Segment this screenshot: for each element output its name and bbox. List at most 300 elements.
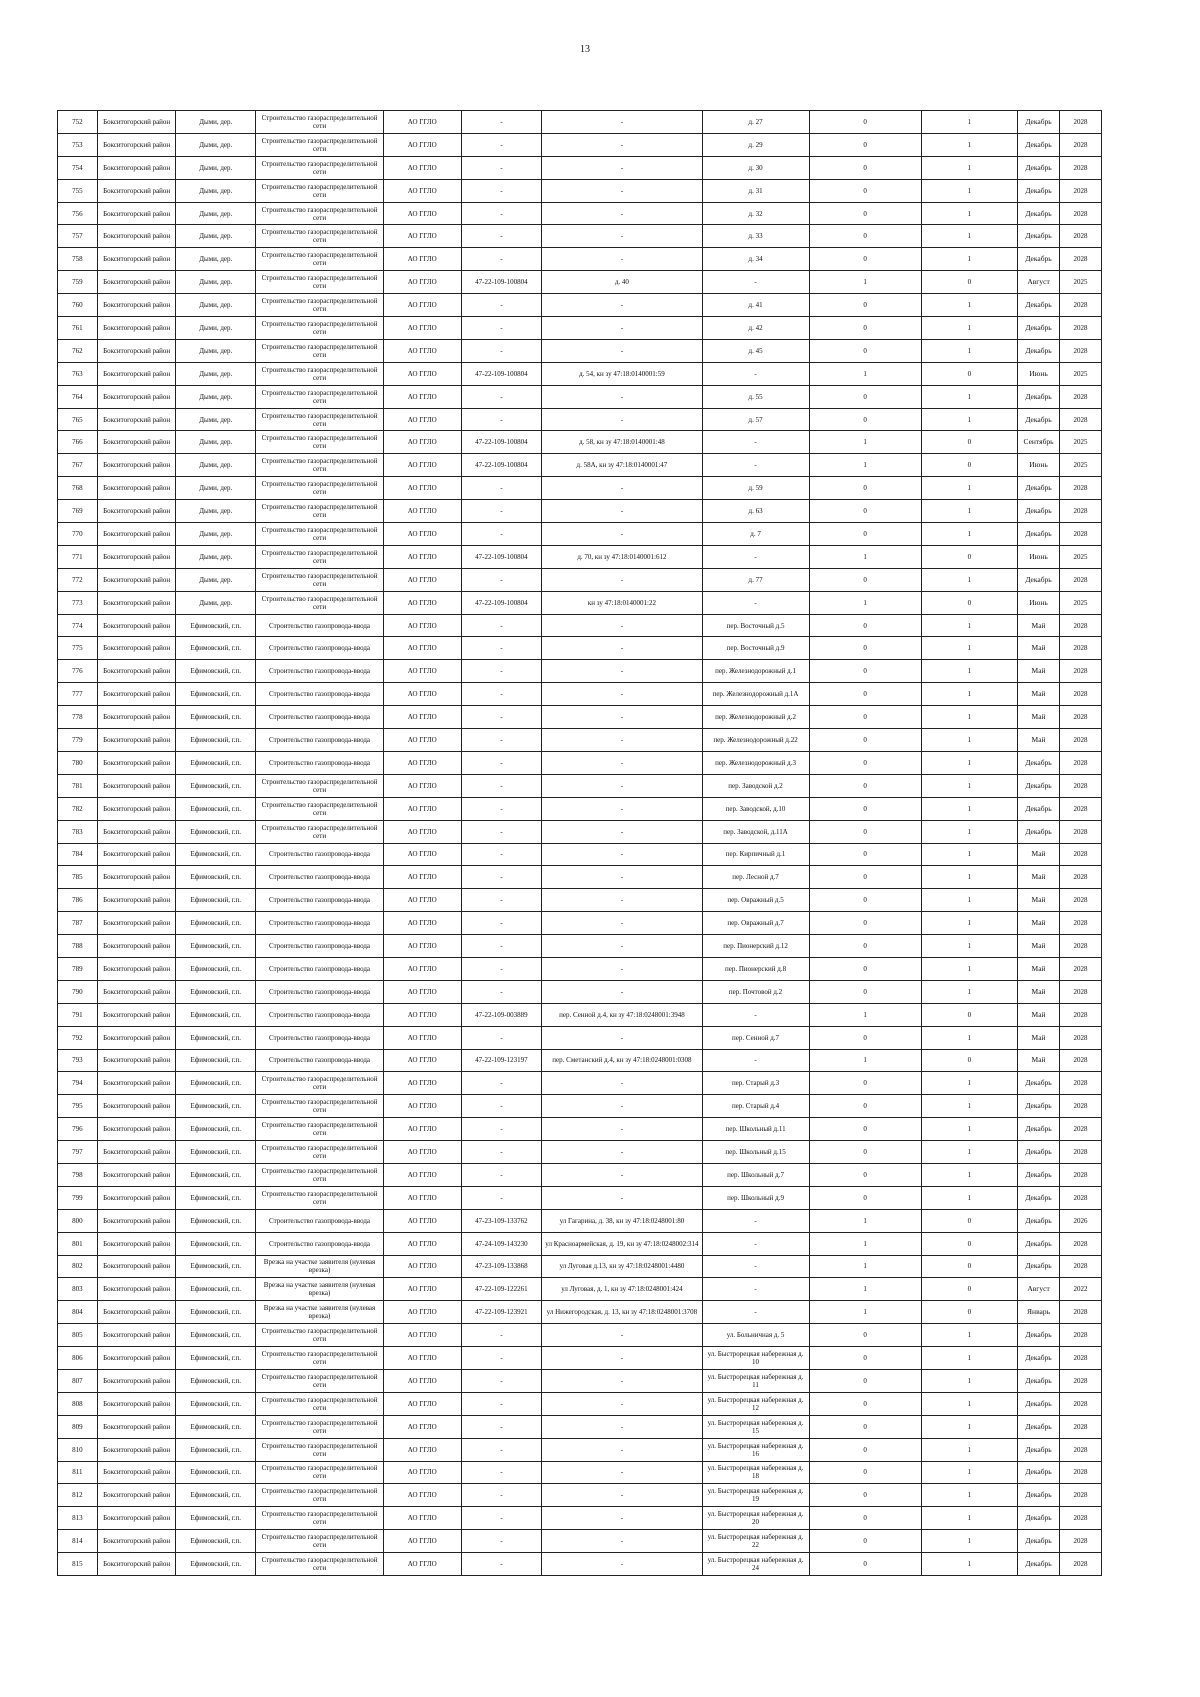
cell-year: 2028 [1060, 248, 1102, 271]
cell-year: 2026 [1060, 1209, 1102, 1232]
cell-month: Декабрь [1018, 523, 1060, 546]
cell-address: пер. Овражный д.5 [702, 889, 809, 912]
cell-row-number: 814 [58, 1530, 98, 1553]
cell-value-b: 0 [921, 431, 1017, 454]
cell-organization: АО ГГЛО [383, 179, 461, 202]
cell-year: 2025 [1060, 431, 1102, 454]
cell-month: Май [1018, 614, 1060, 637]
cell-plot-address: - [542, 660, 702, 683]
cell-district: Бокситогорский район [97, 774, 176, 797]
cell-application-number: - [461, 133, 542, 156]
cell-district: Бокситогорский район [97, 133, 176, 156]
cell-address: - [702, 1301, 809, 1324]
cell-district: Бокситогорский район [97, 1118, 176, 1141]
cell-month: Декабрь [1018, 317, 1060, 340]
cell-work-type: Строительство газораспределительной сети [256, 339, 384, 362]
cell-value-b: 1 [921, 477, 1017, 500]
cell-row-number: 815 [58, 1553, 98, 1576]
cell-value-a: 0 [809, 1347, 921, 1370]
cell-address: д. 63 [702, 500, 809, 523]
cell-organization: АО ГГЛО [383, 1415, 461, 1438]
cell-district: Бокситогорский район [97, 156, 176, 179]
cell-year: 2028 [1060, 980, 1102, 1003]
cell-value-a: 0 [809, 935, 921, 958]
cell-settlement: Ефимовский, г.п. [176, 774, 256, 797]
cell-address: пер. Заводской, д.11А [702, 820, 809, 843]
table-body [58, 111, 1102, 1576]
cell-month: Май [1018, 957, 1060, 980]
cell-address: д. 55 [702, 385, 809, 408]
cell-organization: АО ГГЛО [383, 523, 461, 546]
cell-organization: АО ГГЛО [383, 317, 461, 340]
cell-settlement: Ефимовский, г.п. [176, 1278, 256, 1301]
cell-address: пер. Железнодорожный д.3 [702, 751, 809, 774]
cell-address: пер. Пионерский д.8 [702, 957, 809, 980]
cell-value-b: 1 [921, 317, 1017, 340]
cell-value-a: 0 [809, 1186, 921, 1209]
table-row [58, 1507, 1102, 1530]
cell-district: Бокситогорский район [97, 1163, 176, 1186]
cell-month: Декабрь [1018, 751, 1060, 774]
cell-application-number: - [461, 1347, 542, 1370]
cell-application-number: - [461, 1369, 542, 1392]
cell-month: Январь [1018, 1301, 1060, 1324]
cell-settlement: Ефимовский, г.п. [176, 614, 256, 637]
cell-value-a: 0 [809, 1415, 921, 1438]
cell-organization: АО ГГЛО [383, 408, 461, 431]
cell-district: Бокситогорский район [97, 408, 176, 431]
cell-year: 2028 [1060, 1095, 1102, 1118]
cell-value-a: 0 [809, 729, 921, 752]
cell-value-a: 0 [809, 1484, 921, 1507]
cell-application-number: 47-22-109-122261 [461, 1278, 542, 1301]
cell-year: 2028 [1060, 225, 1102, 248]
cell-year: 2028 [1060, 957, 1102, 980]
cell-work-type: Строительство газораспределительной сети [256, 317, 384, 340]
cell-work-type: Строительство газопровода-ввода [256, 706, 384, 729]
table-row [58, 294, 1102, 317]
cell-month: Декабрь [1018, 1072, 1060, 1095]
cell-work-type: Строительство газораспределительной сети [256, 500, 384, 523]
cell-row-number: 777 [58, 683, 98, 706]
cell-application-number: - [461, 751, 542, 774]
cell-organization: АО ГГЛО [383, 500, 461, 523]
cell-district: Бокситогорский район [97, 1553, 176, 1576]
cell-organization: АО ГГЛО [383, 706, 461, 729]
cell-row-number: 772 [58, 568, 98, 591]
cell-application-number: - [461, 866, 542, 889]
cell-plot-address: - [542, 179, 702, 202]
table-row [58, 660, 1102, 683]
cell-plot-address: ул Луговая, д. 1, кн зу 47:18:0248001:424 [542, 1278, 702, 1301]
cell-organization: АО ГГЛО [383, 294, 461, 317]
cell-plot-address: - [542, 1095, 702, 1118]
cell-address: пер. Железнодорожный д.1 [702, 660, 809, 683]
cell-settlement: Ефимовский, г.п. [176, 1026, 256, 1049]
cell-plot-address: д. 70, кн зу 47:18:0140001:612 [542, 545, 702, 568]
table-row [58, 912, 1102, 935]
cell-application-number: 47-22-109-100804 [461, 362, 542, 385]
cell-value-a: 0 [809, 1324, 921, 1347]
cell-row-number: 800 [58, 1209, 98, 1232]
cell-month: Декабрь [1018, 1163, 1060, 1186]
cell-value-a: 0 [809, 1026, 921, 1049]
table-row [58, 1369, 1102, 1392]
cell-work-type: Строительство газораспределительной сети [256, 1415, 384, 1438]
cell-work-type: Строительство газораспределительной сети [256, 408, 384, 431]
cell-value-b: 1 [921, 248, 1017, 271]
cell-application-number: - [461, 797, 542, 820]
cell-year: 2028 [1060, 1415, 1102, 1438]
table-row [58, 1026, 1102, 1049]
cell-month: Декабрь [1018, 1209, 1060, 1232]
cell-organization: АО ГГЛО [383, 1232, 461, 1255]
cell-value-b: 1 [921, 820, 1017, 843]
cell-row-number: 794 [58, 1072, 98, 1095]
cell-application-number: 47-22-109-100804 [461, 545, 542, 568]
cell-row-number: 782 [58, 797, 98, 820]
cell-address: - [702, 545, 809, 568]
cell-application-number: - [461, 1392, 542, 1415]
cell-organization: АО ГГЛО [383, 568, 461, 591]
cell-value-a: 0 [809, 294, 921, 317]
cell-row-number: 813 [58, 1507, 98, 1530]
table-row [58, 1324, 1102, 1347]
cell-district: Бокситогорский район [97, 477, 176, 500]
cell-settlement: Ефимовский, г.п. [176, 957, 256, 980]
table-row [58, 408, 1102, 431]
cell-plot-address: д. 40 [542, 271, 702, 294]
cell-application-number: 47-22-109-123197 [461, 1049, 542, 1072]
cell-settlement: Ефимовский, г.п. [176, 1095, 256, 1118]
cell-organization: АО ГГЛО [383, 1163, 461, 1186]
cell-district: Бокситогорский район [97, 1438, 176, 1461]
cell-organization: АО ГГЛО [383, 248, 461, 271]
cell-address: - [702, 1278, 809, 1301]
cell-year: 2028 [1060, 1484, 1102, 1507]
cell-value-b: 1 [921, 957, 1017, 980]
cell-work-type: Строительство газопровода-ввода [256, 980, 384, 1003]
cell-district: Бокситогорский район [97, 1324, 176, 1347]
cell-application-number: - [461, 706, 542, 729]
cell-year: 2028 [1060, 156, 1102, 179]
cell-value-b: 1 [921, 843, 1017, 866]
cell-year: 2028 [1060, 866, 1102, 889]
cell-value-b: 1 [921, 339, 1017, 362]
table-row [58, 935, 1102, 958]
cell-settlement: Ефимовский, г.п. [176, 683, 256, 706]
cell-application-number: 47-22-109-100804 [461, 454, 542, 477]
cell-row-number: 756 [58, 202, 98, 225]
cell-address: пер. Старый д.3 [702, 1072, 809, 1095]
cell-value-b: 1 [921, 1553, 1017, 1576]
cell-organization: АО ГГЛО [383, 362, 461, 385]
cell-district: Бокситогорский район [97, 1369, 176, 1392]
cell-value-b: 0 [921, 1003, 1017, 1026]
cell-district: Бокситогорский район [97, 660, 176, 683]
cell-value-a: 1 [809, 1255, 921, 1278]
cell-settlement: Дыми, дер. [176, 156, 256, 179]
cell-settlement: Дыми, дер. [176, 339, 256, 362]
cell-month: Декабрь [1018, 1324, 1060, 1347]
cell-organization: АО ГГЛО [383, 1461, 461, 1484]
cell-settlement: Дыми, дер. [176, 294, 256, 317]
table-row [58, 889, 1102, 912]
cell-work-type: Строительство газопровода-ввода [256, 935, 384, 958]
table-row [58, 133, 1102, 156]
cell-month: Декабрь [1018, 294, 1060, 317]
cell-plot-address: ул Гагарина, д. 38, кн зу 47:18:0248001:80 [542, 1209, 702, 1232]
cell-row-number: 799 [58, 1186, 98, 1209]
cell-value-a: 1 [809, 362, 921, 385]
cell-year: 2028 [1060, 477, 1102, 500]
cell-work-type: Строительство газораспределительной сети [256, 1095, 384, 1118]
cell-settlement: Ефимовский, г.п. [176, 1186, 256, 1209]
cell-address: - [702, 1255, 809, 1278]
cell-settlement: Дыми, дер. [176, 317, 256, 340]
cell-settlement: Ефимовский, г.п. [176, 706, 256, 729]
cell-row-number: 810 [58, 1438, 98, 1461]
cell-work-type: Строительство газораспределительной сети [256, 156, 384, 179]
cell-organization: АО ГГЛО [383, 1049, 461, 1072]
cell-value-b: 1 [921, 980, 1017, 1003]
cell-settlement: Дыми, дер. [176, 408, 256, 431]
cell-plot-address: пер. Сметанский д.4, кн зу 47:18:0248001:0308 [542, 1049, 702, 1072]
gasification-table [57, 110, 1102, 1576]
cell-plot-address: - [542, 1484, 702, 1507]
cell-plot-address: д. 58, кн зу 47:18:0140001:48 [542, 431, 702, 454]
cell-settlement: Дыми, дер. [176, 568, 256, 591]
cell-month: Май [1018, 912, 1060, 935]
cell-address: ул. Быстрорецкая набережная д. 19 [702, 1484, 809, 1507]
cell-address: пер. Заводской, д.10 [702, 797, 809, 820]
cell-month: Декабрь [1018, 385, 1060, 408]
cell-application-number: - [461, 1324, 542, 1347]
cell-organization: АО ГГЛО [383, 1392, 461, 1415]
table-row [58, 1095, 1102, 1118]
cell-value-b: 1 [921, 912, 1017, 935]
table-row [58, 1049, 1102, 1072]
cell-plot-address: - [542, 866, 702, 889]
table-row [58, 637, 1102, 660]
cell-month: Май [1018, 729, 1060, 752]
cell-application-number: - [461, 111, 542, 134]
cell-month: Декабрь [1018, 1255, 1060, 1278]
cell-application-number: - [461, 957, 542, 980]
cell-month: Декабрь [1018, 202, 1060, 225]
cell-settlement: Ефимовский, г.п. [176, 1347, 256, 1370]
cell-settlement: Дыми, дер. [176, 111, 256, 134]
cell-plot-address: - [542, 1347, 702, 1370]
cell-address: пер. Железнодорожный д.22 [702, 729, 809, 752]
cell-work-type: Строительство газопровода-ввода [256, 1003, 384, 1026]
cell-organization: АО ГГЛО [383, 202, 461, 225]
table-row [58, 1392, 1102, 1415]
table-row [58, 225, 1102, 248]
table-row [58, 454, 1102, 477]
cell-row-number: 771 [58, 545, 98, 568]
cell-settlement: Ефимовский, г.п. [176, 1118, 256, 1141]
cell-settlement: Ефимовский, г.п. [176, 935, 256, 958]
cell-work-type: Строительство газораспределительной сети [256, 431, 384, 454]
cell-organization: АО ГГЛО [383, 980, 461, 1003]
cell-value-a: 1 [809, 431, 921, 454]
cell-organization: АО ГГЛО [383, 1369, 461, 1392]
cell-work-type: Строительство газораспределительной сети [256, 568, 384, 591]
cell-value-b: 1 [921, 568, 1017, 591]
cell-row-number: 796 [58, 1118, 98, 1141]
cell-organization: АО ГГЛО [383, 1209, 461, 1232]
cell-settlement: Дыми, дер. [176, 385, 256, 408]
cell-value-b: 0 [921, 362, 1017, 385]
cell-plot-address: - [542, 111, 702, 134]
cell-organization: АО ГГЛО [383, 111, 461, 134]
cell-application-number: - [461, 729, 542, 752]
cell-year: 2028 [1060, 385, 1102, 408]
cell-application-number: - [461, 1415, 542, 1438]
cell-organization: АО ГГЛО [383, 1530, 461, 1553]
cell-address: ул. Больничная д. 5 [702, 1324, 809, 1347]
cell-month: Декабрь [1018, 111, 1060, 134]
cell-month: Май [1018, 1003, 1060, 1026]
cell-year: 2028 [1060, 912, 1102, 935]
cell-organization: АО ГГЛО [383, 1278, 461, 1301]
cell-row-number: 760 [58, 294, 98, 317]
cell-organization: АО ГГЛО [383, 935, 461, 958]
cell-value-a: 0 [809, 843, 921, 866]
cell-plot-address: - [542, 774, 702, 797]
cell-work-type: Строительство газопровода-ввода [256, 729, 384, 752]
cell-value-a: 0 [809, 156, 921, 179]
cell-district: Бокситогорский район [97, 1255, 176, 1278]
cell-value-a: 0 [809, 1392, 921, 1415]
cell-organization: АО ГГЛО [383, 1324, 461, 1347]
cell-value-a: 0 [809, 957, 921, 980]
cell-value-b: 1 [921, 1324, 1017, 1347]
table-row [58, 1278, 1102, 1301]
cell-row-number: 784 [58, 843, 98, 866]
cell-year: 2025 [1060, 454, 1102, 477]
cell-plot-address: - [542, 408, 702, 431]
cell-work-type: Строительство газопровода-ввода [256, 637, 384, 660]
cell-work-type: Строительство газораспределительной сети [256, 385, 384, 408]
cell-work-type: Строительство газопровода-ввода [256, 751, 384, 774]
cell-address: пер. Восточный д.9 [702, 637, 809, 660]
cell-district: Бокситогорский район [97, 1232, 176, 1255]
cell-value-a: 0 [809, 980, 921, 1003]
cell-row-number: 785 [58, 866, 98, 889]
table-row [58, 1118, 1102, 1141]
cell-district: Бокситогорский район [97, 751, 176, 774]
cell-plot-address: - [542, 1392, 702, 1415]
cell-year: 2028 [1060, 339, 1102, 362]
cell-month: Декабрь [1018, 500, 1060, 523]
cell-plot-address: - [542, 500, 702, 523]
cell-year: 2028 [1060, 1141, 1102, 1164]
cell-month: Декабрь [1018, 1415, 1060, 1438]
cell-value-b: 1 [921, 1347, 1017, 1370]
cell-value-b: 1 [921, 706, 1017, 729]
cell-address: д. 45 [702, 339, 809, 362]
cell-year: 2028 [1060, 408, 1102, 431]
cell-row-number: 803 [58, 1278, 98, 1301]
cell-value-a: 0 [809, 614, 921, 637]
cell-year: 2025 [1060, 591, 1102, 614]
cell-value-b: 1 [921, 1392, 1017, 1415]
cell-plot-address: - [542, 568, 702, 591]
cell-organization: АО ГГЛО [383, 637, 461, 660]
table-row [58, 271, 1102, 294]
cell-value-b: 1 [921, 1026, 1017, 1049]
cell-application-number: - [461, 935, 542, 958]
cell-application-number: - [461, 637, 542, 660]
cell-organization: АО ГГЛО [383, 454, 461, 477]
page-number: 13 [580, 44, 590, 55]
cell-month: Август [1018, 271, 1060, 294]
cell-month: Май [1018, 1026, 1060, 1049]
cell-organization: АО ГГЛО [383, 957, 461, 980]
cell-value-a: 1 [809, 1209, 921, 1232]
cell-row-number: 789 [58, 957, 98, 980]
cell-address: пер. Лесной д.7 [702, 866, 809, 889]
cell-value-a: 0 [809, 1507, 921, 1530]
cell-address: пер. Почтовой д.2 [702, 980, 809, 1003]
cell-plot-address: кн зу 47:18:0140001:22 [542, 591, 702, 614]
cell-year: 2025 [1060, 545, 1102, 568]
cell-application-number: - [461, 339, 542, 362]
cell-month: Июнь [1018, 591, 1060, 614]
cell-value-b: 1 [921, 1461, 1017, 1484]
cell-year: 2028 [1060, 111, 1102, 134]
cell-organization: АО ГГЛО [383, 385, 461, 408]
cell-year: 2022 [1060, 1278, 1102, 1301]
cell-address: пер. Железнодорожный д.2 [702, 706, 809, 729]
cell-month: Декабрь [1018, 156, 1060, 179]
cell-application-number: - [461, 1141, 542, 1164]
cell-plot-address: - [542, 957, 702, 980]
cell-year: 2028 [1060, 568, 1102, 591]
cell-address: - [702, 1232, 809, 1255]
cell-value-b: 1 [921, 1072, 1017, 1095]
cell-value-a: 0 [809, 1141, 921, 1164]
cell-settlement: Ефимовский, г.п. [176, 912, 256, 935]
cell-district: Бокситогорский район [97, 637, 176, 660]
cell-month: Июнь [1018, 454, 1060, 477]
cell-work-type: Строительство газораспределительной сети [256, 179, 384, 202]
cell-plot-address: - [542, 1369, 702, 1392]
table-row [58, 431, 1102, 454]
cell-row-number: 770 [58, 523, 98, 546]
cell-row-number: 783 [58, 820, 98, 843]
cell-district: Бокситогорский район [97, 179, 176, 202]
cell-year: 2028 [1060, 133, 1102, 156]
cell-work-type: Строительство газораспределительной сети [256, 1186, 384, 1209]
cell-year: 2028 [1060, 1347, 1102, 1370]
cell-row-number: 759 [58, 271, 98, 294]
cell-year: 2028 [1060, 1530, 1102, 1553]
table-row [58, 1530, 1102, 1553]
cell-address: пер. Школьный д.7 [702, 1163, 809, 1186]
cell-settlement: Ефимовский, г.п. [176, 1141, 256, 1164]
cell-address: пер. Заводской д.2 [702, 774, 809, 797]
cell-value-b: 1 [921, 935, 1017, 958]
cell-application-number: 47-22-109-123921 [461, 1301, 542, 1324]
cell-organization: АО ГГЛО [383, 774, 461, 797]
cell-value-b: 0 [921, 1255, 1017, 1278]
cell-year: 2028 [1060, 500, 1102, 523]
cell-work-type: Строительство газораспределительной сети [256, 294, 384, 317]
cell-district: Бокситогорский район [97, 820, 176, 843]
